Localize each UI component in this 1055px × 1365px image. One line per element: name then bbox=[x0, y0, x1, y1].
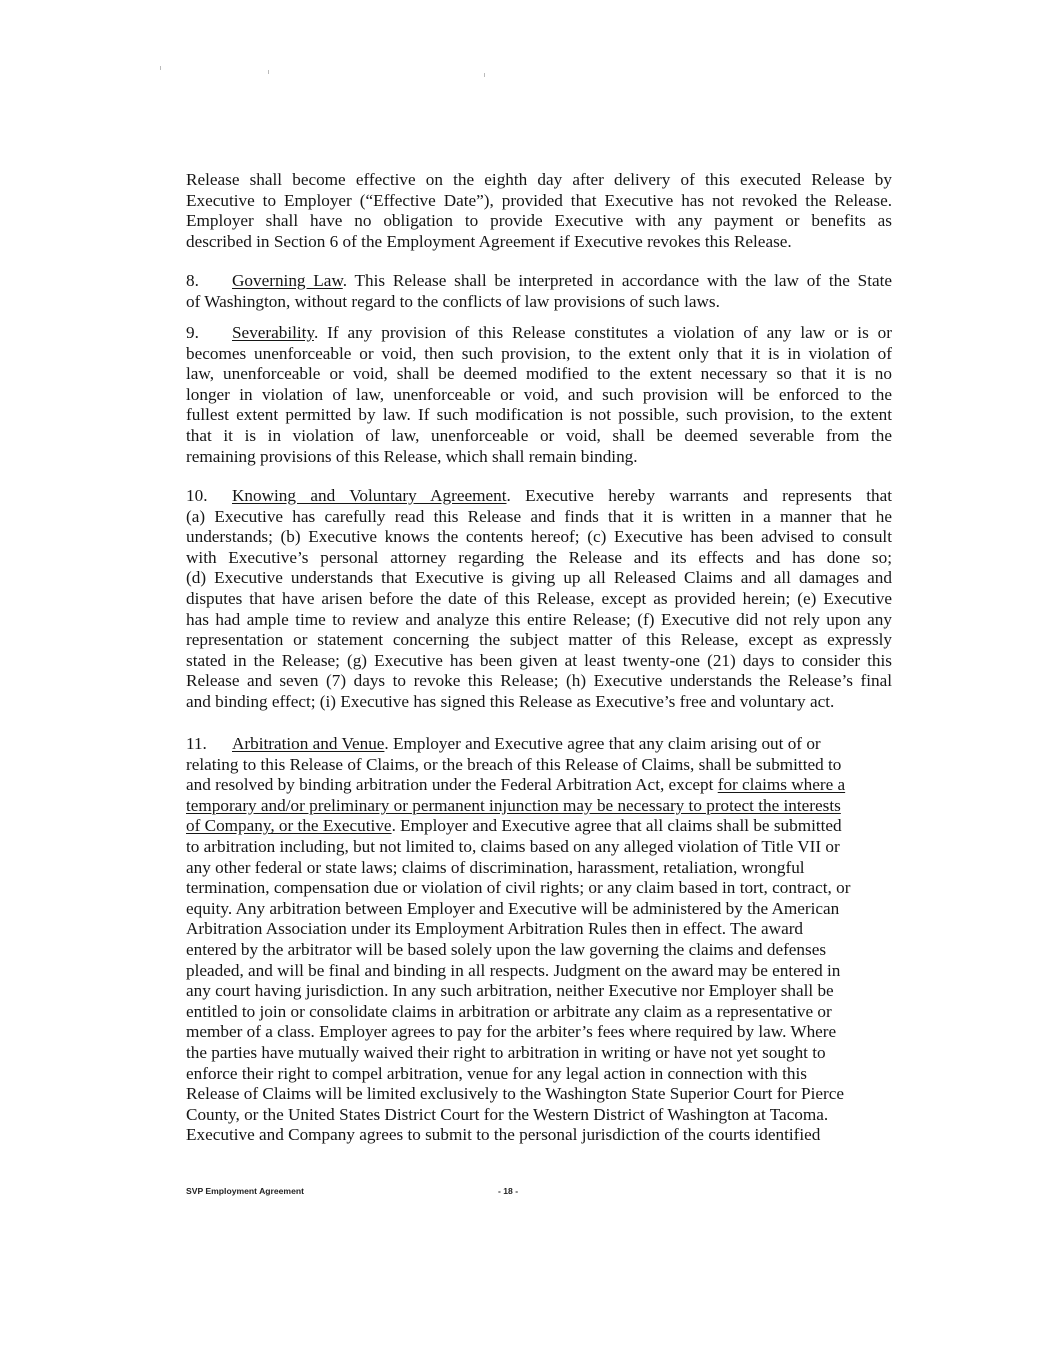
text-line: longer in violation of law, unenforceable or void, and such provision will be enforced to the bbox=[186, 384, 892, 404]
text-line: remaining provisions of this Release, which shall remain binding. bbox=[186, 446, 638, 466]
text-line: entered by the arbitrator will be based solely upon the law governing the claims and defenses bbox=[186, 939, 827, 959]
text-line: member of a class. Employer agrees to pay for the arbiter’s fees where required by law. Where bbox=[186, 1022, 837, 1042]
text-line: to arbitration including, but not limited to, claims based on any alleged violation of Title VII or bbox=[186, 836, 840, 856]
footer-document-name: SVP Employment Agreement bbox=[186, 1186, 304, 1196]
text-line: Release shall become effective on the eighth day after delivery of this executed Release by bbox=[186, 170, 892, 189]
text-line: Release and seven (7) days to revoke this Release; (h) Executive understands the Release’s final bbox=[186, 671, 892, 691]
text-line: has had ample time to review and analyze this entire Release; (f) Executive did not rely upon any bbox=[186, 609, 892, 629]
text-line: Executive to Employer (“Effective Date”), provided that Executive has not revoked the Release. bbox=[186, 190, 892, 210]
text-line: equity. Any arbitration between Employer and Executive will be administered by the American bbox=[186, 898, 840, 918]
text-line: (a) Executive has carefully read this Release and finds that it is written in a manner that he bbox=[186, 506, 892, 526]
text-line: enforce their right to compel arbitration, venue for any legal action in connection with this bbox=[186, 1063, 807, 1083]
text-run: . This Release shall be interpreted in accordance with the law of the State bbox=[342, 271, 893, 290]
text-line bbox=[186, 775, 892, 796]
paragraph-8-governing-law bbox=[186, 271, 892, 312]
text-line bbox=[186, 271, 892, 292]
paragraph-10-knowing-voluntary bbox=[186, 486, 892, 713]
scan-speck bbox=[268, 70, 269, 74]
section-number: 10. bbox=[186, 486, 208, 505]
text-line: any court having jurisdiction. In any such arbitration, neither Executive nor Employer shall be bbox=[186, 981, 834, 1001]
section-number: 8. bbox=[186, 271, 199, 290]
text-line: entitled to join or consolidate claims in arbitration or arbitrate any claim as a representative or bbox=[186, 1001, 832, 1021]
text-line: Employer shall have no obligation to provide Executive with any payment or benefits as bbox=[186, 211, 892, 231]
text-line: County, or the United States District Court for the Western District of Washington at Tacoma. bbox=[186, 1104, 829, 1124]
text-line: of Washington, without regard to the conflicts of law provisions of such laws. bbox=[186, 291, 720, 311]
text-line: Release of Claims will be limited exclusively to the Washington State Superior Court for Pierce bbox=[186, 1084, 844, 1104]
text-run: . If any provision of this Release constitutes a violation of any law or is or bbox=[313, 323, 892, 342]
text-line bbox=[186, 816, 892, 837]
text-line: with Executive’s personal attorney regarding the Release and its effects and has done so; bbox=[186, 547, 892, 567]
section-heading: Arbitration and Venue bbox=[232, 734, 385, 753]
section-heading: Knowing and Voluntary Agreement bbox=[232, 486, 507, 505]
paragraph-9-severability bbox=[186, 323, 892, 467]
section-number: 9. bbox=[186, 323, 199, 342]
text-line: any other federal or state laws; claims of discrimination, harassment, retaliation, wrongful bbox=[186, 857, 805, 877]
scan-speck bbox=[160, 66, 161, 70]
section-heading: Governing Law bbox=[232, 271, 343, 290]
text-line: stated in the Release; (g) Executive has been given at least twenty-one (21) days to consider this bbox=[186, 650, 892, 670]
text-line: and binding effect; (i) Executive has signed this Release as Executive’s free and voluntary act. bbox=[186, 691, 835, 711]
text-line: disputes that have arisen before the date of this Release, except as provided herein; (e) Executive bbox=[186, 588, 892, 608]
text-run: . Employer and Executive agree that all claims shall be submitted bbox=[391, 816, 842, 836]
text-line: Executive and Company agrees to submit to the personal jurisdiction of the courts identified bbox=[186, 1125, 821, 1145]
text-line: understands; (b) Executive knows the contents hereof; (c) Executive has been advised to consult bbox=[186, 527, 892, 547]
text-line: Arbitration Association under its Employment Arbitration Rules then in effect. The award bbox=[186, 919, 804, 939]
text-line bbox=[186, 734, 892, 755]
scan-speck bbox=[484, 73, 485, 77]
paragraph-11-arbitration-venue bbox=[186, 734, 892, 1146]
text-line: relating to this Release of Claims, or the breach of this Release of Claims, shall be submitted to bbox=[186, 754, 842, 774]
text-line: pleaded, and will be final and binding in all respects. Judgment on the award may be entered in bbox=[186, 960, 841, 980]
text-line: that it is in violation of law, unenforceable or void, shall be deemed severable from the bbox=[186, 425, 892, 445]
underlined-text: temporary and/or preliminary or permanent injunction may be necessary to protect the interests bbox=[186, 795, 841, 815]
text-line: law, unenforceable or void, shall be deemed modified to the extent necessary so that it is no bbox=[186, 364, 892, 384]
text-line: termination, compensation due or violation of civil rights; or any claim based in tort, contract, or bbox=[186, 878, 851, 898]
text-run: and resolved by binding arbitration under the Federal Arbitration Act, except bbox=[186, 775, 718, 795]
text-line: fullest extent permitted by law. If such modification is not possible, such provision, to the extent bbox=[186, 405, 892, 425]
text-line: representation or statement concerning the subject matter of this Release, except as expressly bbox=[186, 630, 892, 650]
text-run: . Executive hereby warrants and represents that bbox=[506, 486, 892, 505]
section-number: 11. bbox=[186, 734, 207, 753]
underlined-text: of Company, or the Executive bbox=[186, 816, 392, 836]
text-line: (d) Executive understands that Executive is giving up all Released Claims and all damages and bbox=[186, 568, 892, 588]
text-line bbox=[186, 323, 892, 344]
text-line bbox=[186, 486, 892, 507]
text-line: the parties have mutually waived their right to arbitration in writing or have not yet sought to bbox=[186, 1042, 826, 1062]
text-line: described in Section 6 of the Employment Agreement if Executive revokes this Release. bbox=[186, 231, 792, 251]
text-run: . Employer and Executive agree that any claim arising out of or bbox=[384, 734, 821, 753]
text-line bbox=[186, 796, 892, 817]
underlined-text: for claims where a bbox=[717, 775, 846, 795]
paragraph-7-continuation bbox=[186, 170, 892, 252]
section-heading: Severability bbox=[232, 323, 314, 342]
text-line: becomes unenforceable or void, then such provision, to the extent only that it is in violation of bbox=[186, 343, 892, 363]
footer-page-number: - 18 - bbox=[498, 1186, 519, 1196]
